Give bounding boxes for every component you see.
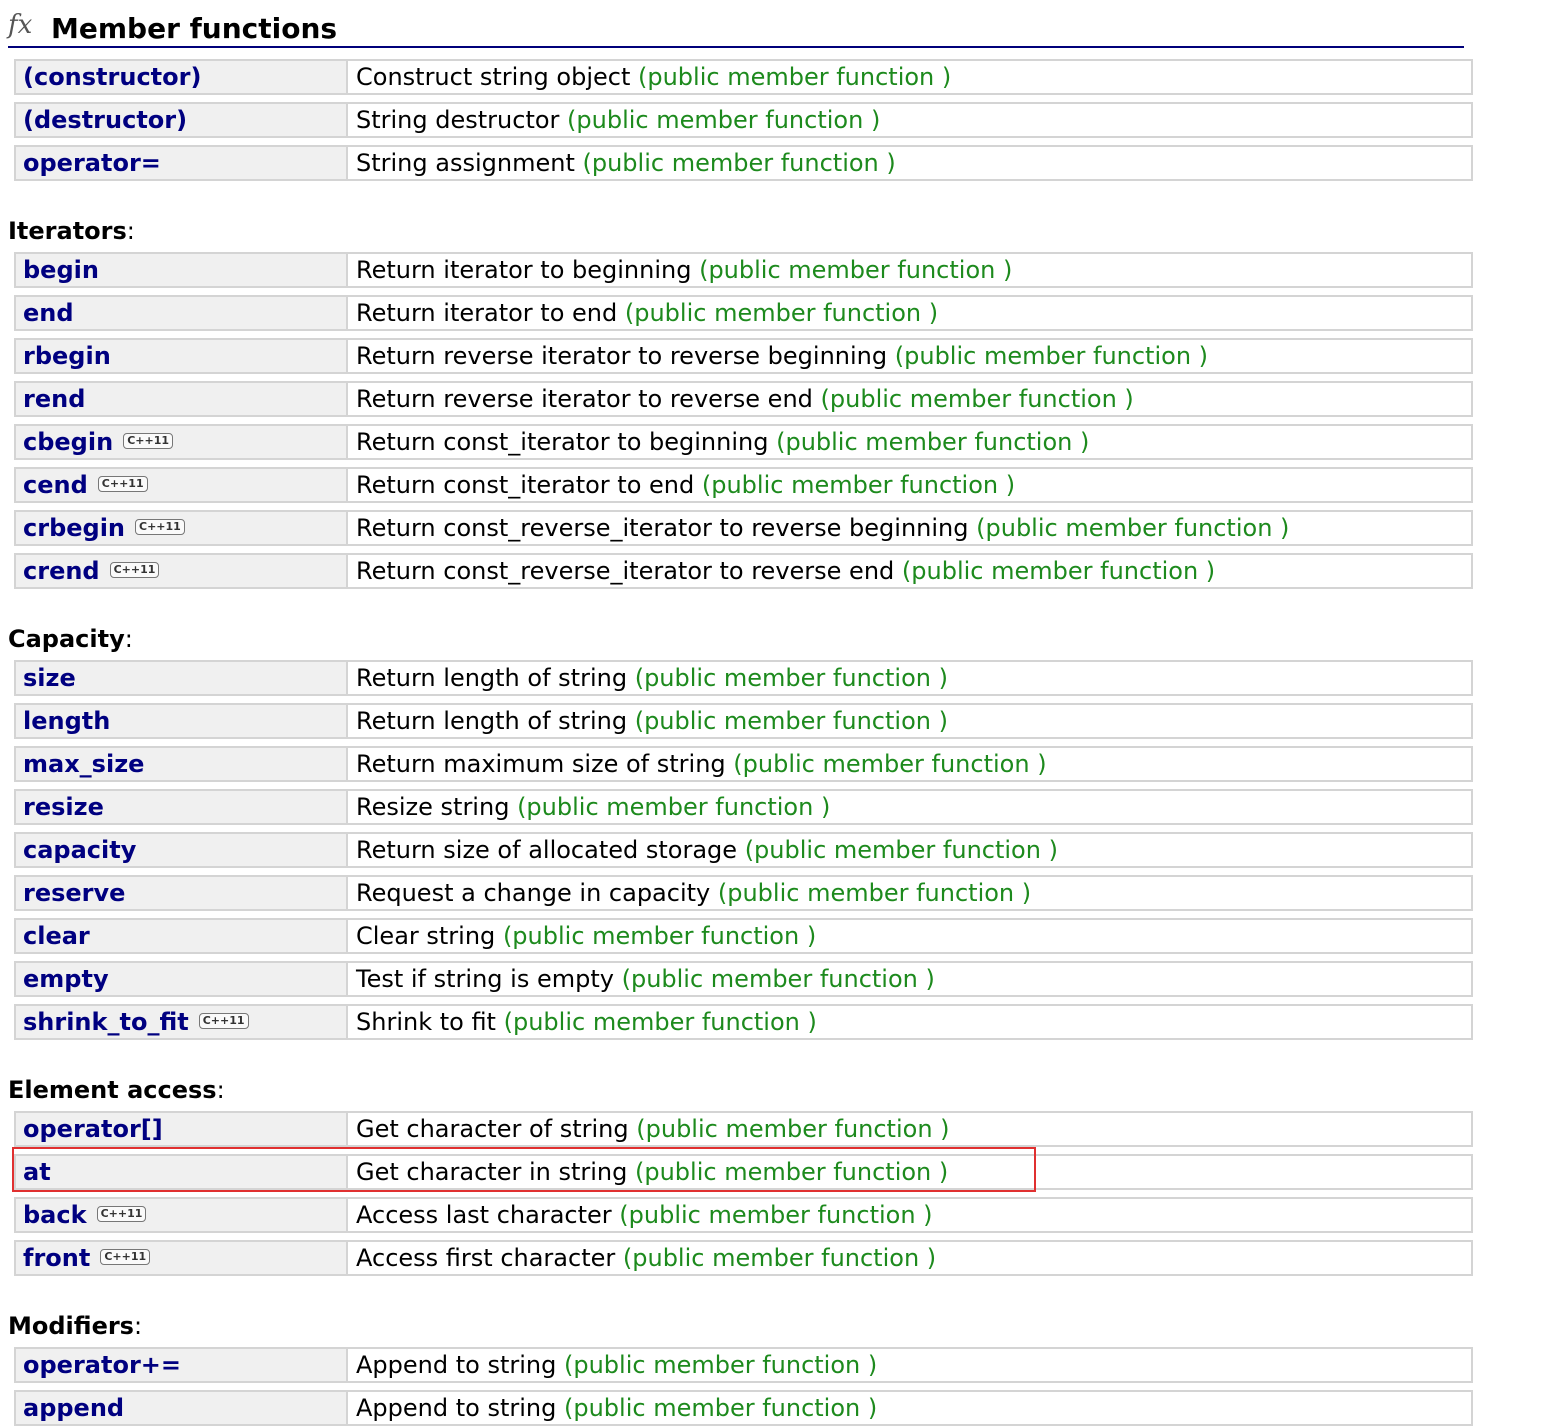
function-description-cell — [356, 662, 948, 694]
function-description-cell — [356, 512, 1289, 544]
function-description: Return const_reverse_iterator to reverse beginning — [356, 514, 969, 542]
function-description: Get character in string — [356, 1158, 628, 1186]
table-row — [14, 1197, 1473, 1233]
member-kind-label: (public member function ) — [638, 63, 952, 91]
function-name: empty — [23, 965, 109, 993]
function-link[interactable] — [23, 297, 74, 329]
function-description: Resize string — [356, 793, 510, 821]
function-name: length — [23, 707, 111, 735]
function-name-cell — [16, 1242, 348, 1274]
function-description: Return reverse iterator to reverse end — [356, 385, 813, 413]
table-row — [14, 295, 1473, 331]
table-row — [14, 553, 1473, 589]
table-row — [14, 145, 1473, 181]
cpp11-badge-icon: C++11 — [97, 1206, 147, 1222]
function-description-cell — [356, 963, 935, 995]
member-kind-label: (public member function ) — [635, 1158, 949, 1186]
table-row — [14, 746, 1473, 782]
section-label-text: Iterators — [8, 217, 127, 245]
function-name-cell — [16, 877, 348, 909]
member-kind-label: (public member function ) — [517, 793, 831, 821]
function-name-cell — [16, 147, 348, 179]
function-link[interactable] — [23, 920, 90, 952]
function-name: begin — [23, 256, 99, 284]
function-name-cell — [16, 748, 348, 780]
function-name: rbegin — [23, 342, 111, 370]
function-description-cell — [356, 383, 1134, 415]
function-link[interactable] — [23, 877, 125, 909]
function-link[interactable] — [23, 469, 148, 501]
function-name-cell — [16, 104, 348, 136]
function-description: Request a change in capacity — [356, 879, 711, 907]
function-description: String assignment — [356, 149, 575, 177]
function-name: back — [23, 1201, 87, 1229]
function-description: Test if string is empty — [356, 965, 614, 993]
cpp11-badge-icon: C++11 — [123, 433, 173, 449]
function-description-cell — [356, 748, 1047, 780]
function-name-cell — [16, 469, 348, 501]
function-description: Return const_iterator to beginning — [356, 428, 769, 456]
page-title: Member functions — [51, 12, 338, 45]
function-name: (constructor) — [23, 63, 202, 91]
function-name: capacity — [23, 836, 137, 864]
function-description-cell — [356, 104, 880, 136]
function-name: operator+= — [23, 1351, 181, 1379]
function-name-cell — [16, 791, 348, 823]
function-name-cell — [16, 297, 348, 329]
cpp11-badge-icon: C++11 — [110, 562, 160, 578]
function-description-cell — [356, 1113, 950, 1145]
function-description-cell — [356, 1392, 877, 1424]
function-description-cell — [356, 426, 1089, 458]
function-description: Return const_reverse_iterator to reverse end — [356, 557, 895, 585]
member-kind-label: (public member function ) — [744, 836, 1058, 864]
function-description: Return const_iterator to end — [356, 471, 695, 499]
member-kind-label: (public member function ) — [563, 1394, 878, 1422]
function-name: crend — [23, 557, 100, 585]
table-row — [14, 102, 1473, 138]
function-name-cell — [16, 1156, 348, 1188]
function-link[interactable] — [23, 748, 144, 780]
member-kind-label: (public member function ) — [636, 1115, 950, 1143]
function-description: Return reverse iterator to reverse beginning — [356, 342, 888, 370]
function-link[interactable] — [23, 1242, 150, 1274]
function-name: cbegin — [23, 428, 114, 456]
table-row — [14, 1390, 1473, 1426]
table-row — [14, 424, 1473, 460]
section-label: Element access: — [8, 1076, 225, 1104]
function-name-cell — [16, 383, 348, 415]
function-name: cend — [23, 471, 88, 499]
function-name-cell — [16, 1006, 348, 1038]
function-description-cell — [356, 1349, 877, 1381]
table-row — [14, 875, 1473, 911]
member-kind-label: (public member function ) — [776, 428, 1090, 456]
function-link[interactable] — [23, 512, 185, 544]
table-row — [14, 1347, 1473, 1383]
function-description-cell — [356, 61, 951, 93]
function-description: Get character of string — [356, 1115, 629, 1143]
function-description-cell — [356, 920, 816, 952]
table-row — [14, 789, 1473, 825]
function-name-cell — [16, 662, 348, 694]
member-kind-label: (public member function ) — [820, 385, 1134, 413]
function-description: Return length of string — [356, 707, 628, 735]
table-row — [14, 338, 1473, 374]
function-link[interactable] — [23, 791, 104, 823]
table-row — [14, 381, 1473, 417]
function-name-cell — [16, 61, 348, 93]
function-link[interactable] — [23, 963, 109, 995]
member-kind-label: (public member function ) — [699, 256, 1013, 284]
function-name-cell — [16, 512, 348, 544]
function-name-cell — [16, 963, 348, 995]
function-description-cell — [356, 254, 1012, 286]
function-description: Access last character — [356, 1201, 612, 1229]
function-name-cell — [16, 426, 348, 458]
function-description: Append to string — [356, 1394, 557, 1422]
function-description: Return size of allocated storage — [356, 836, 738, 864]
table-row — [14, 1111, 1473, 1147]
table-row — [14, 510, 1473, 546]
function-name-cell — [16, 920, 348, 952]
section-label-text: Capacity — [8, 625, 125, 653]
function-name: shrink_to_fit — [23, 1008, 189, 1036]
function-link[interactable] — [23, 147, 161, 179]
function-description-cell — [356, 1156, 948, 1188]
table-row — [14, 1154, 1473, 1190]
function-description: Return maximum size of string — [356, 750, 726, 778]
member-kind-label: (public member function ) — [733, 750, 1047, 778]
table-row — [14, 59, 1473, 95]
function-link[interactable] — [23, 555, 159, 587]
function-description-cell — [356, 877, 1031, 909]
function-name: at — [23, 1158, 51, 1186]
member-kind-label: (public member function ) — [622, 1244, 937, 1272]
function-description-cell — [356, 1006, 817, 1038]
function-name: front — [23, 1244, 91, 1272]
function-link[interactable] — [23, 834, 136, 866]
cpp11-badge-icon: C++11 — [199, 1013, 249, 1029]
member-kind-label: (public member function ) — [503, 1008, 817, 1036]
function-description: Construct string object — [356, 63, 631, 91]
function-description: Return iterator to end — [356, 299, 618, 327]
function-name-cell — [16, 1349, 348, 1381]
function-name-cell — [16, 1199, 348, 1231]
function-name-cell — [16, 340, 348, 372]
function-name: end — [23, 299, 74, 327]
function-name-cell — [16, 555, 348, 587]
cpp11-badge-icon: C++11 — [135, 519, 185, 535]
function-name: append — [23, 1394, 125, 1422]
table-row — [14, 660, 1473, 696]
function-name: max_size — [23, 750, 145, 778]
member-kind-label: (public member function ) — [502, 922, 817, 950]
section-label-text: Element access — [8, 1076, 217, 1104]
table-row — [14, 252, 1473, 288]
member-kind-label: (public member function ) — [634, 707, 948, 735]
function-link[interactable] — [23, 61, 201, 93]
function-name: resize — [23, 793, 104, 821]
function-description-cell — [356, 555, 1215, 587]
function-name-cell — [16, 1392, 348, 1424]
function-description: Shrink to fit — [356, 1008, 496, 1036]
member-kind-label: (public member function ) — [894, 342, 1209, 370]
section-label-text: Modifiers — [8, 1312, 134, 1340]
member-kind-label: (public member function ) — [717, 879, 1032, 907]
function-link[interactable] — [23, 426, 173, 458]
function-link[interactable] — [23, 1199, 146, 1231]
function-name-cell — [16, 1113, 348, 1145]
table-row — [14, 1004, 1473, 1040]
member-kind-label: (public member function ) — [563, 1351, 878, 1379]
function-description: Clear string — [356, 922, 496, 950]
section-label: Capacity: — [8, 625, 133, 653]
function-description-cell — [356, 834, 1058, 866]
function-description: Return iterator to beginning — [356, 256, 692, 284]
cpp11-badge-icon: C++11 — [100, 1249, 150, 1265]
table-row — [14, 918, 1473, 954]
function-name: crbegin — [23, 514, 126, 542]
member-kind-label: (public member function ) — [567, 106, 881, 134]
function-name-cell — [16, 254, 348, 286]
function-link[interactable] — [23, 705, 110, 737]
cpp11-badge-icon: C++11 — [98, 476, 148, 492]
function-name: operator[] — [23, 1115, 163, 1143]
member-kind-label: (public member function ) — [624, 299, 939, 327]
section-label: Modifiers: — [8, 1312, 143, 1340]
member-kind-label: (public member function ) — [901, 557, 1216, 585]
function-description: Append to string — [356, 1351, 557, 1379]
section-label: Iterators: — [8, 217, 135, 245]
function-description-cell — [356, 469, 1015, 501]
function-link[interactable] — [23, 1113, 163, 1145]
table-row — [14, 832, 1473, 868]
function-link[interactable] — [23, 104, 187, 136]
function-description: String destructor — [356, 106, 560, 134]
function-description-cell — [356, 791, 830, 823]
function-description: Return length of string — [356, 664, 628, 692]
table-row — [14, 467, 1473, 503]
function-name-cell — [16, 705, 348, 737]
function-description-cell — [356, 1242, 936, 1274]
function-name: reserve — [23, 879, 126, 907]
table-row — [14, 1240, 1473, 1276]
function-name: clear — [23, 922, 90, 950]
fx-icon: fx — [8, 10, 33, 40]
function-description-cell — [356, 1199, 933, 1231]
function-description-cell — [356, 340, 1208, 372]
member-kind-label: (public member function ) — [976, 514, 1290, 542]
table-row — [14, 703, 1473, 739]
function-link[interactable] — [23, 1349, 181, 1381]
function-description: Access first character — [356, 1244, 616, 1272]
member-kind-label: (public member function ) — [619, 1201, 933, 1229]
function-description-cell — [356, 705, 948, 737]
function-link[interactable] — [23, 1392, 124, 1424]
function-link[interactable] — [23, 1156, 51, 1188]
function-name: operator= — [23, 149, 161, 177]
function-link[interactable] — [23, 1006, 249, 1038]
member-kind-label: (public member function ) — [582, 149, 896, 177]
function-name-cell — [16, 834, 348, 866]
function-name: size — [23, 664, 76, 692]
function-name: rend — [23, 385, 86, 413]
section-header — [8, 8, 1464, 48]
table-row — [14, 961, 1473, 997]
function-description-cell — [356, 147, 896, 179]
member-kind-label: (public member function ) — [701, 471, 1016, 499]
function-link[interactable] — [23, 383, 85, 415]
function-description-cell — [356, 297, 938, 329]
function-link[interactable] — [23, 340, 111, 372]
member-kind-label: (public member function ) — [621, 965, 935, 993]
member-kind-label: (public member function ) — [634, 664, 948, 692]
function-name: (destructor) — [23, 106, 188, 134]
function-link[interactable] — [23, 254, 99, 286]
function-link[interactable] — [23, 662, 76, 694]
